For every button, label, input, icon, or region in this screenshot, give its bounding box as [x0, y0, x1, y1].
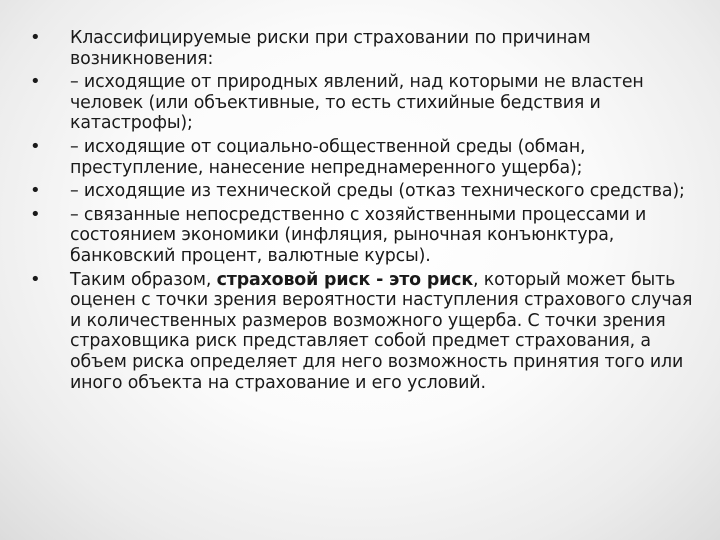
definition-item — [30, 270, 696, 394]
list-item-text: – исходящие от социально-общественной среды (обман, преступление, нанесение непреднамеренного ущерба); — [70, 136, 586, 178]
list-item — [30, 181, 696, 202]
bullet-icon: • — [30, 203, 41, 225]
bullet-icon: • — [30, 180, 41, 202]
bullet-icon: • — [30, 135, 41, 157]
definition-intro: Таким образом, — [70, 269, 217, 290]
list-item-text: – исходящие из технической среды (отказ технического средства); — [70, 181, 685, 202]
list-item-text: – связанные непосредственно с хозяйственными процессами и состоянием экономики (инфляция, рыночная конъюнктура, банковский процент, валютные курсы). — [70, 204, 647, 266]
list-item — [30, 72, 696, 134]
definition-term: страховой риск - это риск — [216, 269, 473, 290]
list-item-text: Классифицируемые риски при страховании по причинам возникновения: — [70, 28, 591, 69]
list-item — [30, 205, 696, 267]
bullet-icon: • — [30, 71, 41, 93]
list-item — [30, 137, 696, 178]
bullet-icon: • — [30, 268, 41, 290]
bullet-icon: • — [30, 27, 41, 48]
list-item-text: – исходящие от природных явлений, над которыми не властен человек (или объективные, то есть стихийные бедствия и катастрофы); — [70, 72, 644, 134]
bullet-list — [30, 28, 696, 396]
definition-rest: , который может быть оценен с точки зрения вероятности наступления страхового случая и количественных размеров возможного ущерба. С точки зрения страховщика риск представляет собой предмет страхования, а объем риска определяет для него возможность принятия того или иного объекта на страхование и его условий. — [70, 269, 693, 393]
list-item — [30, 28, 696, 69]
